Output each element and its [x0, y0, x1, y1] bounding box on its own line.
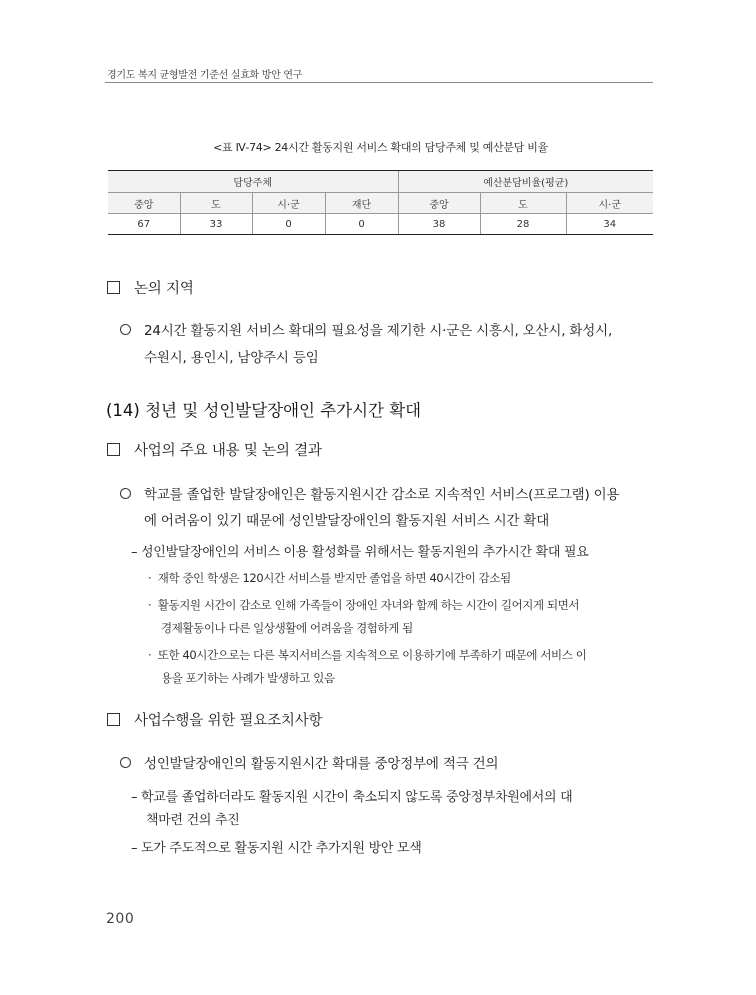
column-header: 중앙 [398, 193, 480, 214]
table-cell: 0 [325, 214, 398, 235]
content-dot-item: · 활동지원 시간이 감소로 인해 가족들이 장애인 자녀와 함께 하는 시간이 길어지게 되면서 [148, 598, 580, 612]
column-header: 중앙 [108, 193, 180, 214]
table-caption: <표 Ⅳ-74> 24시간 활동지원 서비스 확대의 담당주체 및 예산분담 비율 [213, 141, 548, 154]
square-bullet-icon [107, 713, 120, 726]
section-title: (14) 청년 및 성인발달장애인 추가시간 확대 [106, 401, 422, 420]
circle-bullet-icon [120, 757, 131, 768]
circle-bullet-icon [120, 488, 131, 499]
discussion-item-continued: 수원시, 용인시, 남양주시 등임 [144, 350, 319, 366]
column-header: 도 [480, 193, 566, 214]
content-item-continued: 에 어려움이 있기 때문에 성인발달장애인의 활동지원 서비스 시간 확대 [144, 513, 550, 529]
column-header: 시·군 [252, 193, 325, 214]
table-group-header-row [108, 171, 653, 193]
content-dot-item: · 재학 중인 학생은 120시간 서비스를 받지만 졸업을 하면 40시간이 감소됨 [148, 571, 511, 585]
content-heading: 사업의 주요 내용 및 논의 결과 [107, 439, 322, 460]
content-item: 학교를 졸업한 발달장애인은 활동지원시간 감소로 지속적인 서비스(프로그램) 이용 [120, 483, 619, 503]
table-cell: 0 [252, 214, 325, 235]
column-header: 재단 [325, 193, 398, 214]
middle-dot-bullet-icon: · [148, 571, 152, 585]
column-header: 도 [180, 193, 252, 214]
table-cell: 34 [566, 214, 653, 235]
measures-dash-item-continued: 책마련 건의 추진 [146, 813, 240, 828]
measures-item: 성인발달장애인의 활동지원시간 확대를 중앙정부에 적극 건의 [120, 752, 498, 772]
budget-share-table [108, 170, 653, 235]
group-header-responsible: 담당주체 [108, 171, 398, 193]
group-header-budget-ratio: 예산분담비율(평균) [398, 171, 653, 193]
middle-dot-bullet-icon: · [148, 598, 152, 612]
header-rule [105, 82, 653, 83]
dash-bullet-icon: – [131, 841, 138, 856]
column-header: 시·군 [566, 193, 653, 214]
measures-dash-item: – 학교를 졸업하더라도 활동지원 시간이 축소되지 않도록 중앙정부차원에서의 대 [131, 790, 573, 805]
page-number: 200 [106, 911, 135, 927]
table-row [108, 214, 653, 235]
table-cell: 33 [180, 214, 252, 235]
table-cell: 38 [398, 214, 480, 235]
table-cell: 67 [108, 214, 180, 235]
table-sub-header-row [108, 193, 653, 214]
dash-bullet-icon: – [131, 545, 138, 560]
discussion-heading: 논의 지역 [107, 277, 194, 298]
dash-bullet-icon: – [131, 790, 138, 805]
circle-bullet-icon [120, 324, 131, 335]
content-dot-item: · 또한 40시간으로는 다른 복지서비스를 지속적으로 이용하기에 부족하기 때문에 서비스 이 [148, 648, 587, 662]
table-cell: 28 [480, 214, 566, 235]
content-dash-item: – 성인발달장애인의 서비스 이용 활성화를 위해서는 활동지원의 추가시간 확대 필요 [131, 545, 589, 560]
content-dot-item-continued: 용을 포기하는 사례가 발생하고 있음 [161, 671, 335, 685]
running-head: 경기도 복지 균형발전 기준선 실효화 방안 연구 [107, 70, 303, 81]
discussion-item: 24시간 활동지원 서비스 확대의 필요성을 제기한 시·군은 시흥시, 오산시, 화성시, [120, 319, 612, 339]
square-bullet-icon [107, 281, 120, 294]
middle-dot-bullet-icon: · [148, 648, 152, 662]
square-bullet-icon [107, 443, 120, 456]
content-dot-item-continued: 경제활동이나 다른 일상생활에 어려움을 경험하게 됨 [161, 621, 413, 635]
measures-heading: 사업수행을 위한 필요조치사항 [107, 709, 322, 730]
measures-dash-item: – 도가 주도적으로 활동지원 시간 추가지원 방안 모색 [131, 841, 422, 856]
